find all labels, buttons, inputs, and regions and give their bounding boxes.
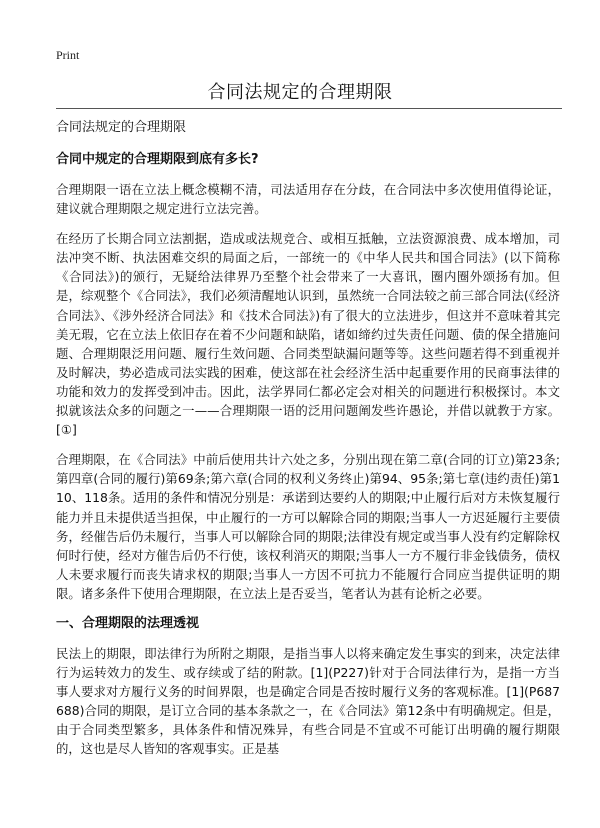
question-heading: 合同中规定的合理期限到底有多长? bbox=[56, 152, 259, 167]
print-label: Print bbox=[56, 48, 80, 62]
title-divider bbox=[56, 108, 562, 109]
document-body bbox=[56, 118, 560, 770]
paragraph-background: 在经历了长期合同立法割据，造成或法规竞合、或相互抵触，立法资源浪费、成本增加，司法冲突不断、执法困难交织的局面之后，一部统一的《中华人民共和国合同法》(以下简称《合同法》)的颁行，无疑给法律界乃至整个社会带来了一大喜讯，圈内圈外颂扬有加。但是，综观整个《合同法》，我们必须清醒地认识到，虽然统一合同法较之前三部合同法(《经济合同法》、《涉外经济合同法》和《技术合同法》)有了很大的立法进步，但这并不意味着其完美无瑕，它在立法上依旧存在着不少问题和缺陷，诸如缔约过失责任问题、债的保全措施问题、合理期限泛用问题、履行生效问题、合同类型缺漏问题等等。这些问题若得不到重视并及时解决，势必造成司法实践的困难，使这部在社会经济生活中起重要作用的民商事法律的功能和效力的发挥受到冲击。因此，法学界同仁都必定会对相关的问题进行积极探讨。本文拟就该法众多的问题之一——合理期限一语的泛用问题阐发些许愚论，并借以就教于方家。[①] bbox=[56, 231, 560, 438]
paragraph-intro: 合理期限一语在立法上概念模糊不清，司法适用存在分歧，在合同法中多次使用值得论证，建议就合理期限之规定进行立法完善。 bbox=[56, 182, 560, 217]
paragraph-occurrences: 合理期限，在《合同法》中前后使用共计六处之多，分别出现在第二章(合同的订立)第23条;第四章(合同的履行)第69条;第六章(合同的权利义务终止)第94、95条;第七章(违约责任)第110、118条。适用的条件和情况分别是：承诺到达要约人的期限;中止履行后对方未恢复履行能力并且未提供适当担保，中止履行的一方可以解除合同的期限;当事人一方迟延履行主要债务，经催告后仍未履行，当事人可以解除合同的期限;法律没有规定或当事人没有约定解除权何时行使，经对方催告后仍不行使，该权利消灭的期限;当事人一方不履行非金钱债务，债权人未要求履行而丧失请求权的期限;当事人一方因不可抗力不能履行合同应当提供证明的期限。诸多条件下使用合理期限，在立法上是否妥当，笔者认为甚有论析之必要。 bbox=[56, 452, 560, 601]
section-heading: 一、合理期限的法理透视 bbox=[56, 615, 200, 631]
document-subtitle: 合同法规定的合理期限 bbox=[56, 120, 187, 135]
section-paragraph: 民法上的期限，即法律行为所附之期限，是指当事人以将来确定发生事实的到来，决定法律行为运转效力的发生、或存续或了结的附款。[1](P227)针对于合同法律行为，是指一方当事人要求对方履行义务的时间界限，也是确定合同是否按时履行义务的客观标准。[1](P687688)合同的期限，是订立合同的基本条款之一，在《合同法》第12条中有明确规定。但是，由于合同类型繁多，具体条件和情况殊异，有些合同是不宜或不可能订出明确的履行期限的，这也是尽人皆知的客观事实。正是基 bbox=[56, 645, 560, 757]
document-title: 合同法规定的合理期限 bbox=[207, 82, 393, 103]
